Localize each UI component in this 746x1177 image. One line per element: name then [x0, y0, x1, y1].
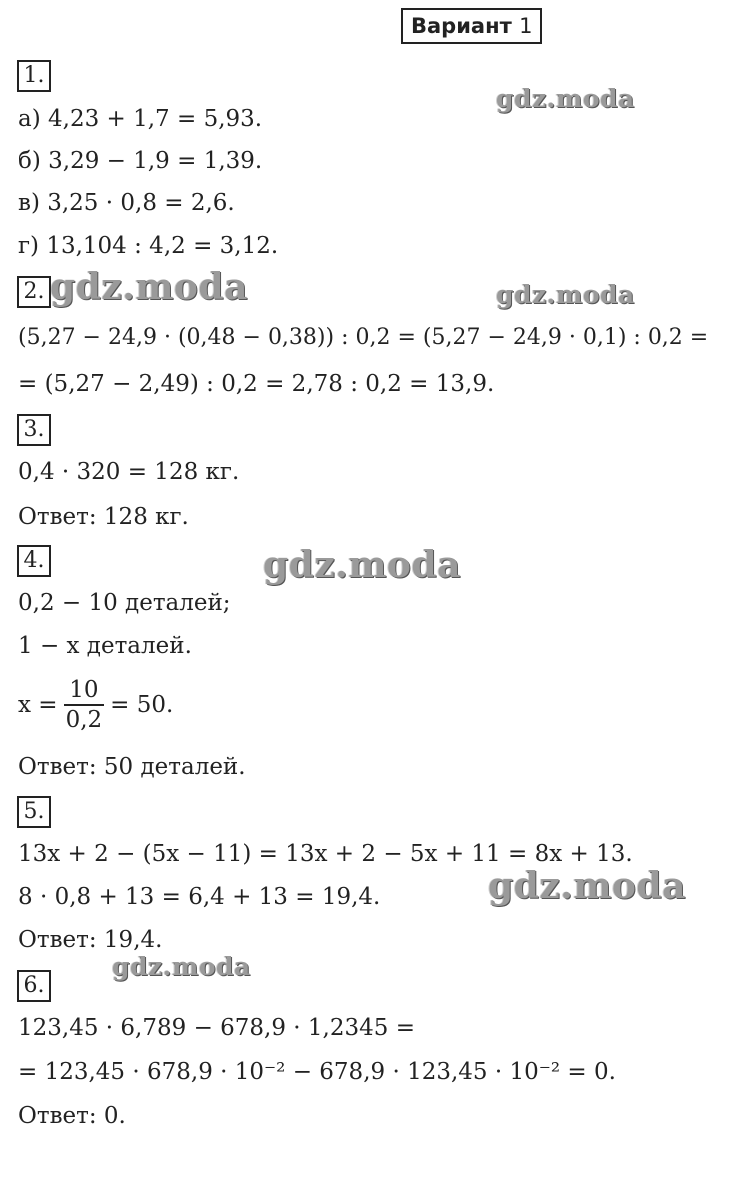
task-5-line: 8 · 0,8 + 13 = 6,4 + 13 = 19,4. — [18, 884, 381, 910]
task-number-1: 1. — [17, 60, 51, 92]
task-4-fraction-equation — [18, 673, 173, 737]
task-number-3: 3. — [17, 414, 51, 446]
fraction-numerator: 10 — [69, 677, 99, 703]
watermark: gdz.moda — [112, 952, 251, 981]
task-5-answer: Ответ: 19,4. — [18, 927, 163, 953]
variant-title — [401, 8, 542, 44]
task-6-line: = 123,45 · 678,9 · 10⁻² − 678,9 · 123,45 · 10⁻² = 0. — [18, 1059, 616, 1085]
watermark: gdz.moda — [488, 865, 686, 907]
task-6-answer: Ответ: 0. — [18, 1103, 126, 1129]
fraction — [64, 676, 105, 734]
task-5-line: 13x + 2 − (5x − 11) = 13x + 2 − 5x + 11 = 8x + 13. — [18, 841, 633, 867]
task-4-line: 0,2 − 10 деталей; — [18, 590, 231, 616]
variant-title-label: Вариант — [411, 14, 512, 38]
watermark: gdz.moda — [263, 544, 461, 586]
task-4-answer: Ответ: 50 деталей. — [18, 754, 246, 780]
fraction-lhs: x = — [18, 692, 58, 718]
fraction-rhs: = 50. — [110, 692, 174, 718]
watermark: gdz.moda — [50, 266, 248, 308]
task-number-2: 2. — [17, 276, 51, 308]
task-number-6: 6. — [17, 970, 51, 1002]
task-number-5: 5. — [17, 796, 51, 828]
task-1-line: в) 3,25 · 0,8 = 2,6. — [18, 190, 235, 216]
task-4-line: 1 − x деталей. — [18, 633, 192, 659]
task-2-line: (5,27 − 24,9 · (0,48 − 0,38)) : 0,2 = (5,27 − 24,9 · 0,1) : 0,2 = — [18, 325, 709, 350]
task-3-line: 0,4 · 320 = 128 кг. — [18, 459, 240, 485]
variant-number: 1 — [519, 14, 533, 38]
task-1-line: а) 4,23 + 1,7 = 5,93. — [18, 106, 263, 132]
task-3-answer: Ответ: 128 кг. — [18, 504, 189, 530]
watermark: gdz.moda — [496, 84, 635, 113]
task-6-line: 123,45 · 6,789 − 678,9 · 1,2345 = — [18, 1015, 415, 1041]
task-1-line: б) 3,29 − 1,9 = 1,39. — [18, 148, 263, 174]
fraction-denominator: 0,2 — [65, 707, 103, 733]
task-number-4: 4. — [17, 545, 51, 577]
watermark: gdz.moda — [496, 280, 635, 309]
task-2-line: = (5,27 − 2,49) : 0,2 = 2,78 : 0,2 = 13,9. — [18, 371, 495, 397]
task-1-line: г) 13,104 : 4,2 = 3,12. — [18, 233, 279, 259]
